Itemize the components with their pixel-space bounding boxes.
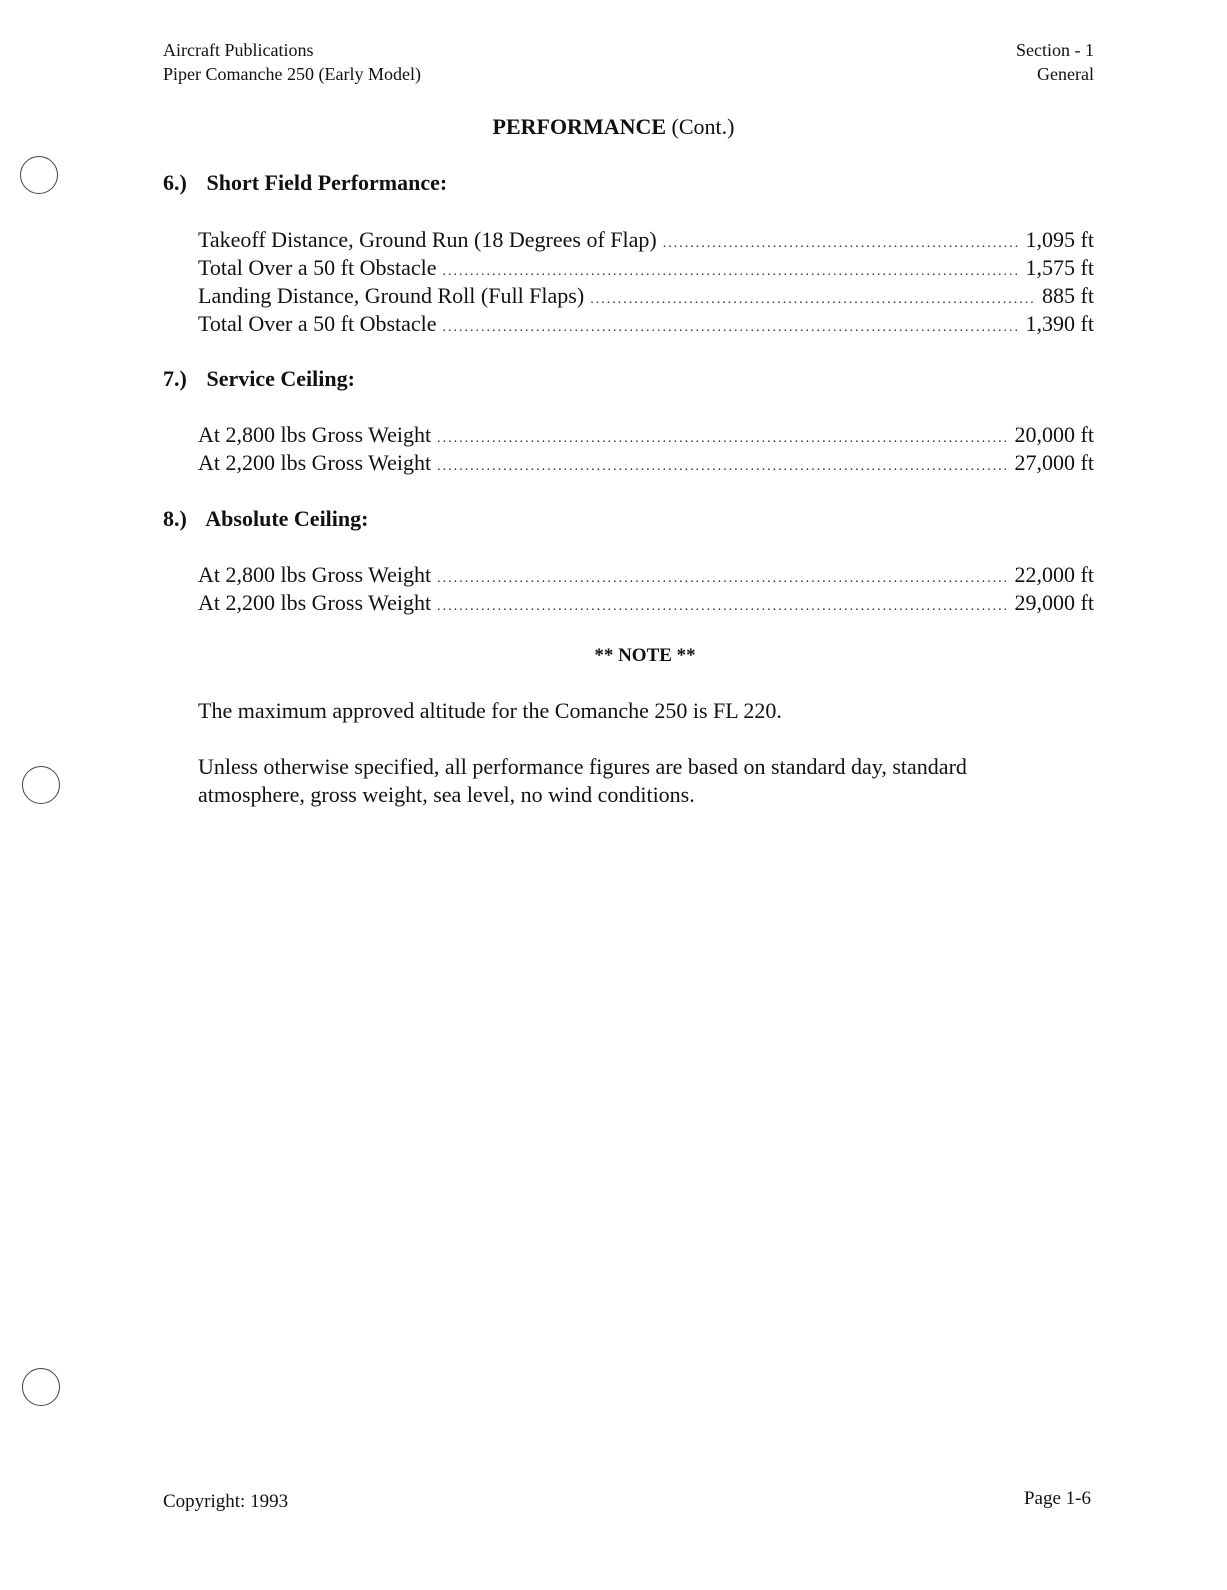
spec-value: 20,000 ft	[1014, 422, 1094, 447]
note-paragraph-conditions: Unless otherwise specified, all performance figures are based on standard day, standard atmosphere, gross weight, sea level, no wind conditions.	[198, 754, 967, 807]
section-title-short-field: Short Field Performance:	[206, 170, 448, 195]
note-paragraph-altitude: The maximum approved altitude for the Comanche 250 is FL 220.	[198, 698, 782, 723]
page-number: Page 1-6	[1023, 1488, 1091, 1509]
spec-value: 1,095 ft	[1025, 227, 1094, 252]
spec-row	[198, 254, 1094, 282]
page-title-suffix: (Cont.)	[671, 114, 735, 139]
section-number-7: 7.)	[163, 366, 187, 391]
section-name: General	[1037, 64, 1094, 84]
dot-leader	[437, 425, 1008, 453]
aircraft-model: Piper Comanche 250 (Early Model)	[163, 64, 421, 84]
spec-label: Total Over a 50 ft Obstacle	[198, 255, 437, 280]
spec-value: 885 ft	[1042, 283, 1094, 308]
spec-row	[198, 589, 1094, 617]
publisher-name: Aircraft Publications	[163, 40, 314, 60]
spec-label: At 2,800 lbs Gross Weight	[198, 562, 432, 587]
service-ceiling-table	[198, 421, 1094, 477]
dot-leader	[663, 230, 1020, 258]
spec-row	[198, 226, 1094, 254]
dot-leader	[443, 314, 1020, 342]
section-heading-service-ceiling	[163, 366, 355, 392]
section-number: Section - 1	[1016, 40, 1094, 60]
section-title-service-ceiling: Service Ceiling:	[206, 366, 355, 391]
header-left	[163, 38, 421, 86]
section-number-8: 8.)	[163, 506, 187, 531]
absolute-ceiling-table	[198, 561, 1094, 617]
spec-row	[198, 421, 1094, 449]
note-heading: ** NOTE **	[594, 645, 696, 666]
page-title	[0, 114, 1227, 140]
dot-leader	[437, 453, 1008, 481]
spec-label: At 2,200 lbs Gross Weight	[198, 450, 432, 475]
spec-row	[198, 449, 1094, 477]
spec-label: At 2,200 lbs Gross Weight	[198, 590, 432, 615]
page-title-main: PERFORMANCE	[492, 114, 667, 139]
section-number-6: 6.)	[163, 170, 187, 195]
spec-value: 29,000 ft	[1014, 590, 1094, 615]
punch-hole-top	[20, 156, 58, 194]
punch-hole-middle	[22, 766, 60, 804]
spec-row	[198, 561, 1094, 589]
spec-label: At 2,800 lbs Gross Weight	[198, 422, 432, 447]
header-right	[1016, 38, 1094, 86]
spec-row	[198, 310, 1094, 338]
punch-hole-bottom	[22, 1368, 60, 1406]
spec-row	[198, 282, 1094, 310]
spec-label: Landing Distance, Ground Roll (Full Flaps)	[198, 283, 585, 308]
spec-value: 1,390 ft	[1025, 311, 1094, 336]
dot-leader	[437, 593, 1008, 621]
spec-value: 27,000 ft	[1014, 450, 1094, 475]
spec-value: 1,575 ft	[1025, 255, 1094, 280]
spec-label: Total Over a 50 ft Obstacle	[198, 311, 437, 336]
dot-leader	[590, 286, 1036, 314]
section-title-absolute-ceiling: Absolute Ceiling:	[205, 506, 369, 531]
section-heading-short-field	[163, 170, 447, 196]
copyright: Copyright: 1993	[163, 1491, 289, 1512]
dot-leader	[437, 565, 1008, 593]
short-field-table	[198, 226, 1094, 338]
spec-value: 22,000 ft	[1014, 562, 1094, 587]
spec-label: Takeoff Distance, Ground Run (18 Degrees of Flap)	[198, 227, 657, 252]
section-heading-absolute-ceiling	[163, 506, 368, 532]
